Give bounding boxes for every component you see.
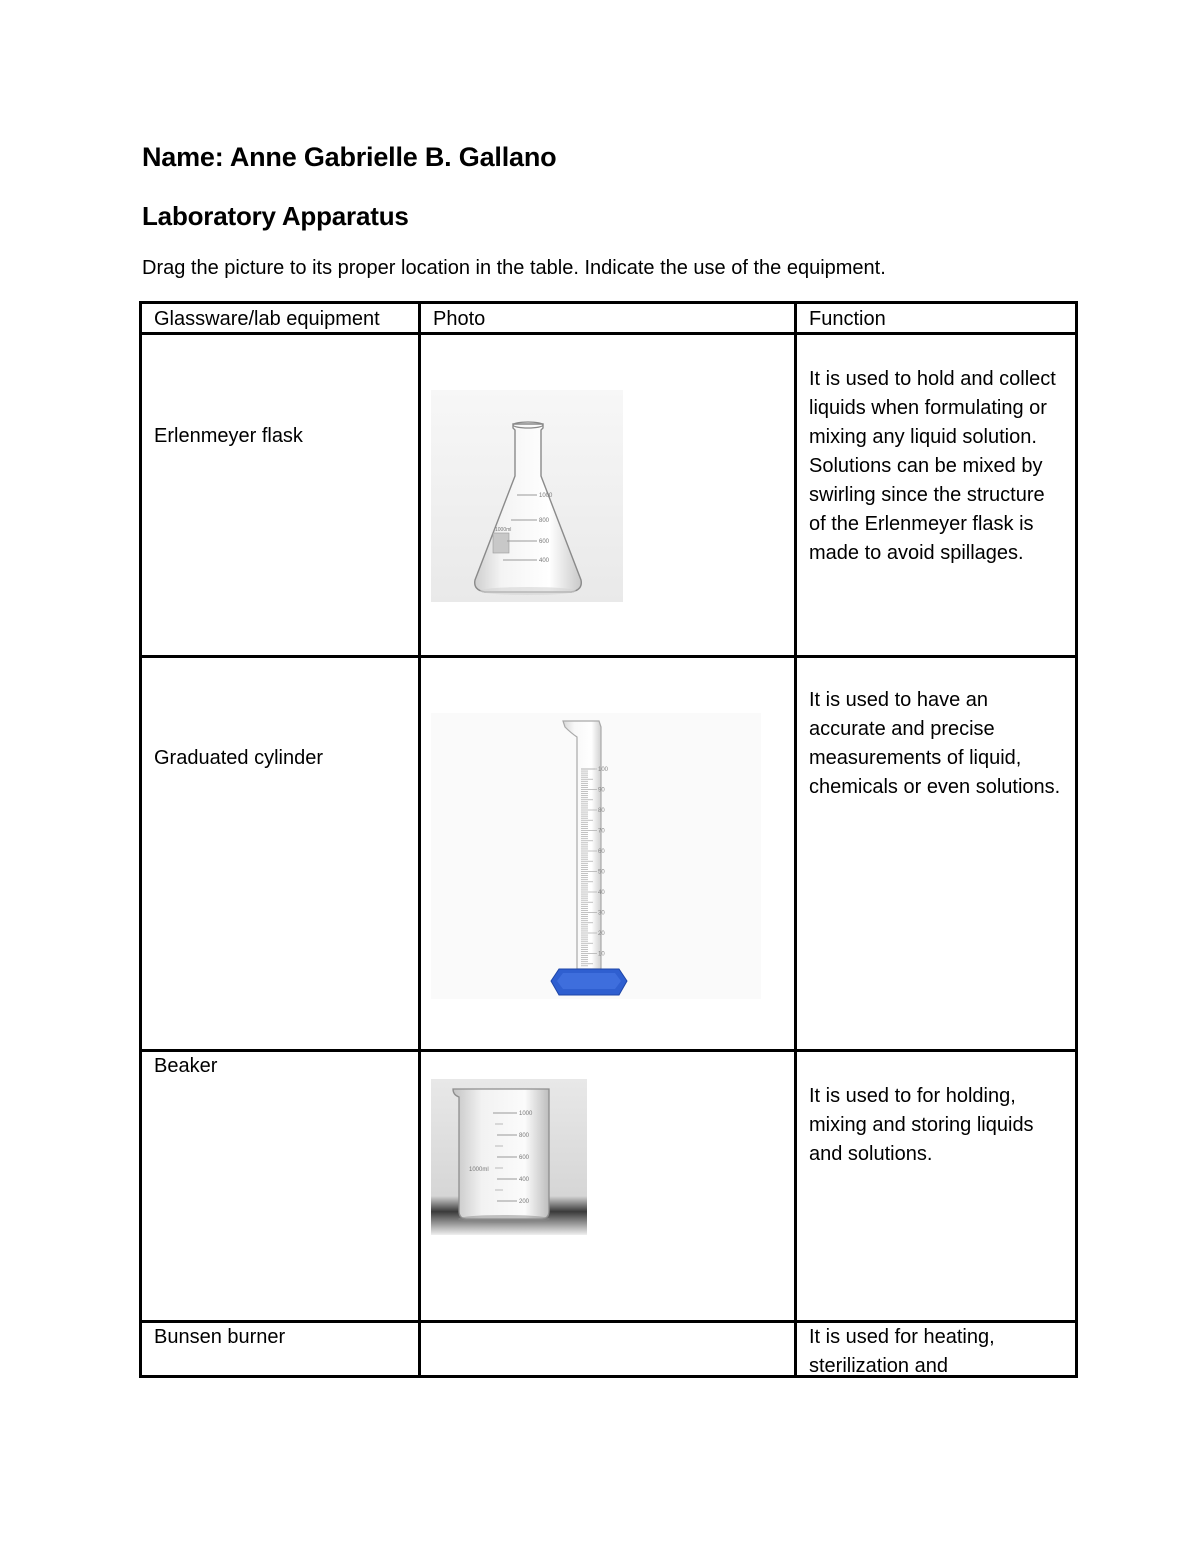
erlenmeyer-flask-image[interactable] [431, 390, 623, 602]
function-text: It is used to have an accurate and precise measurements of liquid, chemicals or even solutions. [809, 689, 1061, 798]
equipment-name: Beaker [154, 1055, 218, 1077]
column-header-photo: Photo [420, 303, 796, 334]
table-row [141, 334, 1077, 657]
equipment-name: Graduated cylinder [154, 747, 323, 769]
student-name: Name: Anne Gabrielle B. Gallano [142, 142, 557, 172]
table-row [141, 1322, 1077, 1377]
cylinder-mark: 10 [598, 951, 605, 958]
equipment-cell [141, 657, 420, 1051]
beaker-mark: 1000 [519, 1111, 533, 1117]
cylinder-mark: 20 [598, 931, 605, 937]
page-title: Laboratory Apparatus [142, 201, 409, 231]
equipment-name: Bunsen burner [154, 1326, 286, 1348]
cylinder-mark: 80 [598, 808, 605, 814]
flask-mark: 800 [539, 518, 550, 524]
flask-mark: 600 [539, 539, 550, 545]
equipment-cell [141, 334, 420, 657]
cylinder-mark: 40 [598, 890, 605, 896]
flask-capacity-label: 1000ml [495, 527, 512, 533]
cylinder-mark: 100 [598, 767, 609, 773]
beaker-mark: 200 [519, 1199, 530, 1205]
equipment-cell [141, 1051, 420, 1322]
cylinder-mark: 50 [598, 869, 605, 876]
beaker-mark: 600 [519, 1155, 530, 1161]
function-text: It is used for heating, sterilization and [809, 1326, 995, 1377]
cylinder-mark: 60 [598, 849, 605, 855]
function-cell [796, 1051, 1077, 1322]
cylinder-mark: 90 [598, 787, 605, 794]
beaker-mark: 800 [519, 1133, 530, 1139]
flask-mark: 400 [539, 558, 550, 564]
table-row [141, 1051, 1077, 1322]
function-cell [796, 334, 1077, 657]
photo-cell[interactable] [420, 1051, 796, 1322]
column-header-function: Function [796, 303, 1077, 334]
table-row [141, 657, 1077, 1051]
instruction-text: Drag the picture to its proper location in the table. Indicate the use of the equipment. [142, 257, 886, 279]
cylinder-mark: 70 [598, 828, 605, 835]
equipment-name: Erlenmeyer flask [154, 425, 303, 447]
function-text: It is used to for holding, mixing and storing liquids and solutions. [809, 1085, 1034, 1165]
beaker-mark: 400 [519, 1177, 530, 1183]
cylinder-mark: 30 [598, 910, 605, 917]
beaker-capacity-label: 1000ml [469, 1167, 489, 1173]
photo-cell[interactable] [420, 657, 796, 1051]
flask-mark: 1000 [539, 493, 553, 499]
column-header-equipment: Glassware/lab equipment [141, 303, 420, 334]
function-cell [796, 1322, 1077, 1377]
graduated-cylinder-image[interactable] [431, 713, 761, 999]
equipment-cell [141, 1322, 420, 1377]
photo-cell[interactable] [420, 1322, 796, 1377]
beaker-image[interactable] [431, 1079, 587, 1235]
table-header-row [141, 303, 1077, 334]
function-cell [796, 657, 1077, 1051]
apparatus-table [139, 301, 1078, 1378]
photo-cell[interactable] [420, 334, 796, 657]
function-text: It is used to hold and collect liquids when formulating or mixing any liquid solution. Solutions can be mixed by swirling since the structure of the Erlenmeyer flask is made to avoid spillages. [809, 368, 1056, 564]
